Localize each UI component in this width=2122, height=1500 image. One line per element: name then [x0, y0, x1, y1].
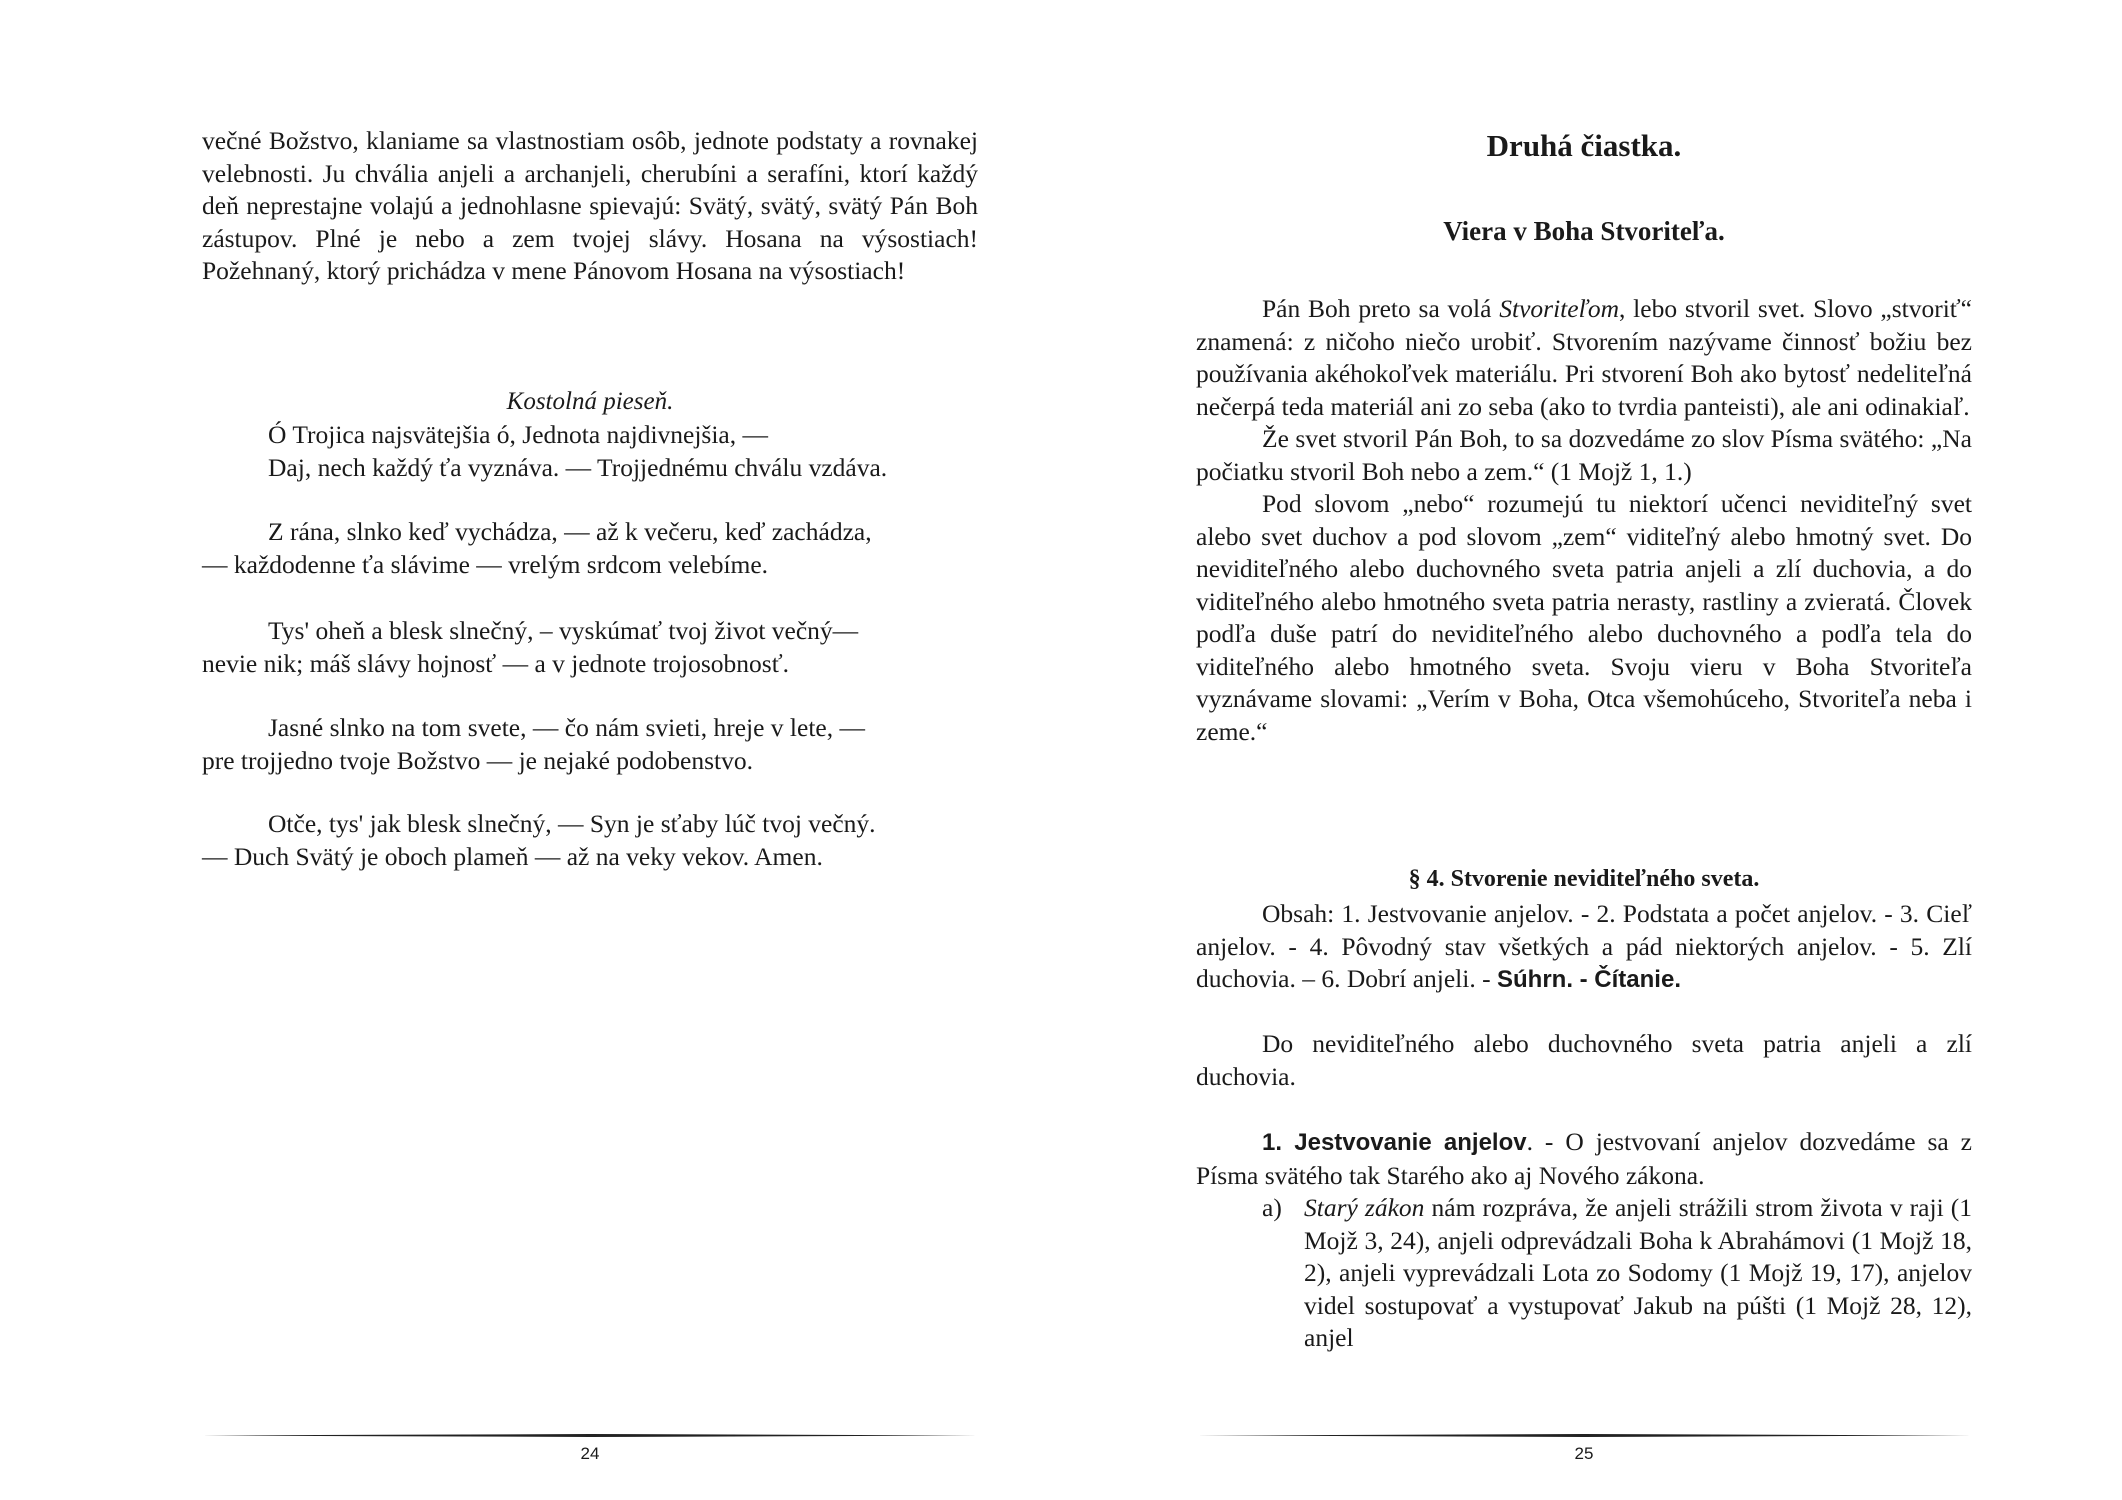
paragraph-stvoritel: Pán Boh preto sa volá Stvoriteľom, lebo stvoril svet. Slovo „stvoriť“ znamená: z ničoho niečo urobiť. Stvorením nazývame činnosť božiu bez používania akéhokoľvek materiálu. Pri stvorení Boh ako bytosť nedeliteľná nečerpá teda materiál ani zo seba (ako to tvrdia panteisti), ale ani odinakiaľ. [1196, 294, 1972, 421]
footer-divider [202, 1434, 978, 1437]
stanza-line: — Duch Svätý je oboch plameň — až na veky vekov. Amen. [202, 841, 823, 871]
paragraph-pismo: Že svet stvoril Pán Boh, to sa dozvedáme zo slov Písma svätého: „Na počiatku stvoril Boh nebo a zem.“ (1 Mojž 1, 1.) [1196, 424, 1972, 486]
song-stanza-5 [202, 808, 978, 873]
list-item: a) Starý zákon nám rozpráva, že anjeli strážili strom života v raji (1 Mojž 3, 24), anjeli odprevádzali Boha k Abrahámovi (1 Mojž 18, 2), anjeli vyprevádzali Lota zo Sodomy (1 Mojž 19, 17), anjelov videl sostupovať a vystupovať Jakub na púšti (1 Mojž 28, 12), anjel [1196, 1192, 1972, 1355]
song-stanza-4 [202, 712, 978, 777]
chapter-title: Druhá čiastka. [1486, 128, 1682, 163]
intro-duchovia: Do neviditeľného alebo duchovného sveta patria anjeli a zlí duchovia. [1196, 1029, 1972, 1091]
song-stanza-2 [202, 516, 978, 581]
stanza-line: pre trojjedno tvoje Božstvo — je nejaké podobenstvo. [202, 745, 753, 775]
song-title: Kostolná pieseň. [506, 388, 674, 415]
list-marker: a) [1262, 1193, 1282, 1222]
stanza-line: Otče, tys' jak blesk slnečný, — Syn je sťaby lúč tvoj večný. [268, 809, 876, 838]
stanza-line: Tys' oheň a blesk slnečný, – vyskúmať tvoj život večný— [268, 616, 859, 645]
intro-text [1196, 293, 1972, 748]
stanza-line: Ó Trojica najsvätejšia ó, Jednota najdivnejšia, — [268, 420, 769, 449]
page-number: 25 [1574, 1444, 1594, 1463]
paragraph-nebo-zem: Pod slovom „nebo“ rozumejú tu niektorí učenci neviditeľný svet alebo svet duchov a pod slovom „zem“ viditeľný alebo hmotný svet. Do neviditeľného alebo duchovného sveta patria anjeli a zlí duchovia, a do viditeľného alebo hmotného sveta patria nerasty, rastliny a zvieratá. Človek podľa duše patrí do neviditeľného alebo duchovného a podľa tela do viditeľného alebo hmotného sveta. Svoju vieru v Boha Stvoriteľa vyznávame slovami: „Verím v Boha, Otca všemohúceho, Stvoriteľa neba i zeme.“ [1196, 489, 1972, 746]
subheading-jestvovanie: 1. Jestvovanie anjelov [1262, 1129, 1527, 1156]
stanza-line: Daj, nech každý ťa vyznáva. — Trojjednému chválu vzdáva. [268, 452, 888, 482]
left-paragraph-1: večné Božstvo, klaniame sa vlastnostiam osôb, jednote podstaty a rovnakej velebnosti. Ju chvália anjeli a archanjeli, cherubíni a serafíni, ktorí každý deň neprestajne volajú a jednohlasne spievajú: Svätý, svätý, svätý Pán Boh zástupov. Plné je nebo a zem tvojej slávy. Hosana na výsostiach! Požehnaný, ktorý prichádza v mene Pánovom Hosana na výsostiach! [202, 126, 978, 285]
page-number: 24 [580, 1444, 600, 1463]
stanza-line: nevie nik; máš slávy hojnosť — a v jednote trojosobnosť. [202, 648, 789, 678]
left-page [202, 0, 978, 1500]
jestvovanie-section: 1. Jestvovanie anjelov. - O jestvovaní anjelov dozvedáme sa z Písma svätého tak Starého ako aj Nového zákona. a) Starý zákon nám rozpráva, že anjeli strážili strom života v raji (1 Mojž 3, 24), anjeli odprevádzali Boha k Abrahámovi (1 Mojž 18, 2), anjeli vyprevádzali Lota zo Sodomy (1 Mojž 19, 17), anjelov videl sostupovať a vystupovať Jakub na púšti (1 Mojž 28, 12), anjel [1196, 1126, 1972, 1355]
footer-divider [1196, 1434, 1972, 1437]
song-stanza-1 [202, 419, 978, 484]
obsah-text: Obsah: 1. Jestvovanie anjelov. - 2. Podstata a počet anjelov. - 3. Cieľ anjelov. - 4. Pôvodný stav všetkých a pád niektorých anjelov. - 5. Zlí duchovia. – 6. Dobrí anjeli. - Súhrn. - Čítanie. [1196, 899, 1972, 993]
stanza-line: Z rána, slnko keď vychádza, — až k večeru, keď zachádza, [268, 517, 872, 546]
summary-reading-label: Súhrn. - Čítanie. [1496, 966, 1681, 993]
stanza-line: Jasné slnko na tom svete, — čo nám svieti, hreje v lete, — [268, 713, 865, 742]
italic-term: Stvoriteľom [1499, 294, 1620, 323]
italic-term: Starý zákon [1304, 1193, 1425, 1222]
song-stanza-3 [202, 615, 978, 680]
paragraph-heading: § 4. Stvorenie neviditeľného sveta. [1408, 866, 1760, 892]
right-page [1196, 0, 1972, 1500]
section-title: Viera v Boha Stvoriteľa. [1443, 216, 1725, 246]
stanza-line: — každodenne ťa slávime — vrelým srdcom velebíme. [202, 549, 769, 579]
